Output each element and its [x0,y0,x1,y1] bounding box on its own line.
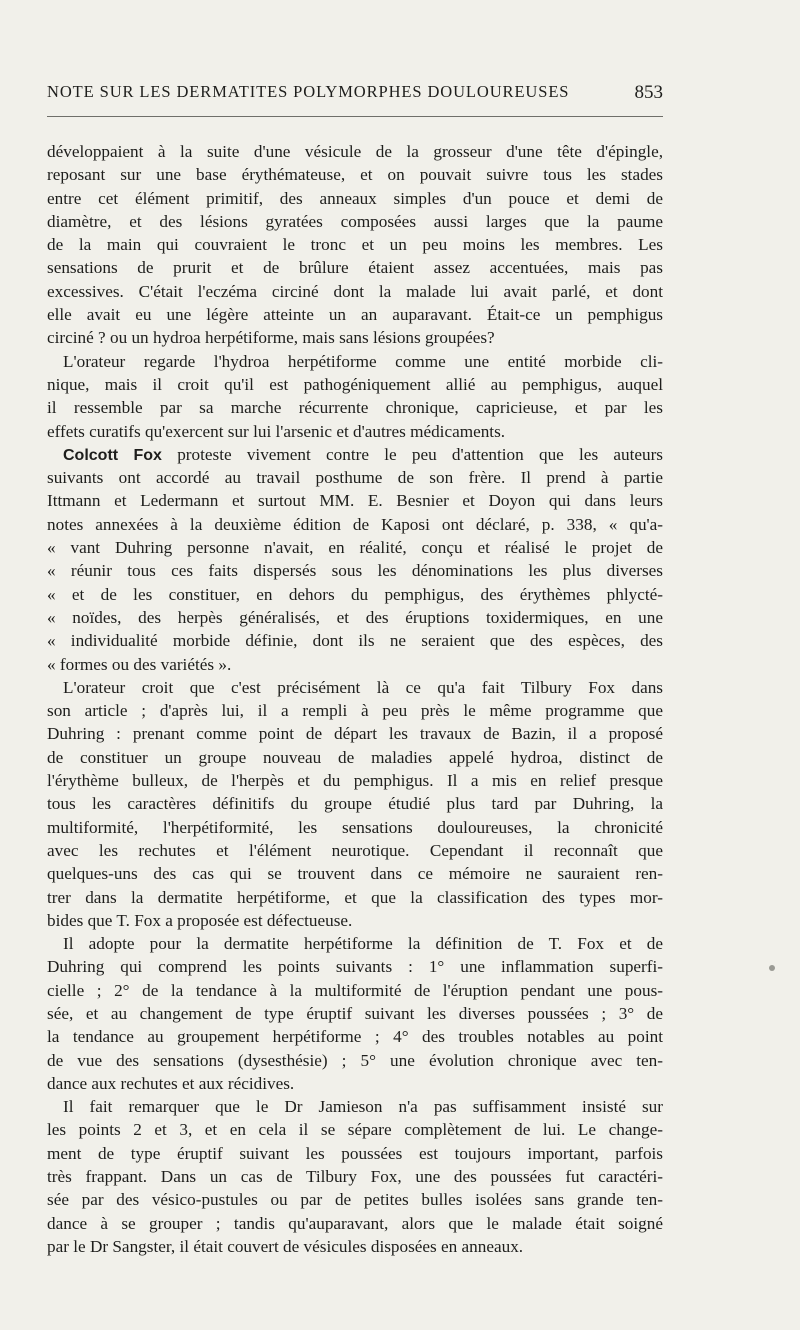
running-title: NOTE SUR LES DERMATITES POLYMORPHES DOULOUREUSES [47,82,570,101]
text-line: effets curatifs qu'exercent sur lui l'arsenic et d'autres médicaments. [47,421,506,441]
text-line: sée, et au changement de type éruptif suivant les diverses poussées ; 3° de [47,1003,663,1023]
text-line: sée par des vésico-pustules ou par de petites bulles isolées sans grande ten- [47,1190,663,1210]
text-line: reposant sur une base érythémateuse, et on pouvait suivre tous les stades [47,165,663,185]
text-line: « noïdes, des herpès généralisés, et des éruptions toxidermiques, en une [47,607,663,627]
page-number: 853 [634,82,663,103]
text-line: Il fait remarquer que le Dr Jamieson n'a pas suffisamment insisté sur [63,1097,663,1117]
text-line: Ittmann et Ledermann et surtout MM. E. Besnier et Doyon qui dans leurs [47,491,663,511]
text-line: « formes ou des variétés ». [47,654,232,674]
speaker-name: Colcott Fox [63,446,162,464]
text-line: tous les caractères définitifs du groupe étudié plus tard par Duhring, la [47,794,663,814]
text-line: nique, mais il croit qu'il est pathogéniquement allié au pemphigus, auquel [47,374,663,394]
text-line: les points 2 et 3, et en cela il se sépare complètement de lui. Le change- [47,1120,663,1140]
text-line: cielle ; 2° de la tendance à la multiformité de l'éruption pendant une pous- [47,980,663,1000]
text-line: « vant Duhring personne n'avait, en réalité, conçu et réalisé le projet de [47,538,663,558]
text-line: bides que T. Fox a proposée est défectueuse. [47,910,353,930]
text-line: circiné ? ou un hydroa herpétiforme, mais sans lésions groupées? [47,328,495,348]
text-line: L'orateur croit que c'est précisément là ce qu'a fait Tilbury Fox dans [63,677,663,697]
text-line: quelques-uns des cas qui se trouvent dans ce mémoire ne sauraient ren- [47,864,663,884]
text-line: notes annexées à la deuxième édition de Kaposi ont déclaré, p. 338, « qu'a- [47,514,663,534]
text-line: dance à se grouper ; tandis qu'auparavant, alors que le malade était soigné [47,1213,663,1233]
text-line: « individualité morbide définie, dont ils ne seraient que des espèces, des [47,631,663,651]
text-line: la tendance au groupement herpétiforme ; 4° des troubles notables au point [47,1027,663,1047]
text-line: « et de les constituer, en dehors du pemphigus, des érythèmes phlycté- [47,584,663,604]
text-line: diamètre, et des lésions gyratées composées aussi larges que la paume [47,211,663,231]
text-line: multiformité, l'herpétiformité, les sensations douloureuses, la chronicité [47,817,663,837]
text-line: L'orateur regarde l'hydroa herpétiforme comme une entité morbide cli- [63,351,663,371]
text-line: de vue des sensations (dysesthésie) ; 5° une évolution chronique avec ten- [47,1050,663,1070]
text-line: elle avait eu une légère atteinte un an auparavant. Était-ce un pemphigus [47,305,663,325]
body-text [47,140,663,1258]
text-line: son article ; d'après lui, il a rempli à peu près le même programme que [47,701,663,721]
text-line: entre cet élément primitif, des anneaux simples d'un pouce et demi de [47,188,663,208]
header-rule [47,116,663,117]
running-header [47,82,663,108]
text-line: dance aux rechutes et aux récidives. [47,1073,295,1093]
text-line: l'érythème bulleux, de l'herpès et du pemphigus. Il a mis en relief presque [47,771,663,791]
text-line: développaient à la suite d'une vésicule de la grosseur d'une tête d'épingle, [47,142,663,161]
text-line: Duhring qui comprend les points suivants : 1° une inflammation superfi- [47,957,663,977]
speaker-line-text: proteste vivement contre le peu d'attention que les auteurs [177,444,663,464]
text-line: Il adopte pour la dermatite herpétiforme la définition de T. Fox et de [63,934,663,954]
text-line: de la main qui couvraient le tronc et un peu moins les membres. Les [47,235,663,255]
text-line: ment de type éruptif suivant les poussées est toujours important, parfois [47,1143,663,1163]
text-line [47,443,663,466]
text-line: trer dans la dermatite herpétiforme, et que la classification des types mor- [47,887,663,907]
text-line: par le Dr Sangster, il était couvert de vésicules disposées en anneaux. [47,1236,524,1256]
text-line: suivants ont accordé au travail posthume de son frère. Il prend à partie [47,468,663,488]
text-line: il ressemble par sa marche récurrente chronique, capricieuse, et par les [47,398,663,418]
text-line: sensations de prurit et de brûlure étaient assez accentuées, mais pas [47,258,663,278]
margin-speck [769,965,775,971]
text-line: très frappant. Dans un cas de Tilbury Fox, une des poussées fut caractéri- [47,1167,663,1187]
text-line: excessives. C'était l'eczéma circiné dont la malade lui avait parlé, et dont [47,281,663,301]
text-line: avec les rechutes et l'élément neurotique. Cependant il reconnaît que [47,840,663,860]
text-line: Duhring : prenant comme point de départ les travaux de Bazin, il a proposé [47,724,663,744]
text-line: de constituer un groupe nouveau de maladies appelé hydroa, distinct de [47,747,663,767]
text-line: « réunir tous ces faits dispersés sous les dénominations les plus diverses [47,561,663,581]
